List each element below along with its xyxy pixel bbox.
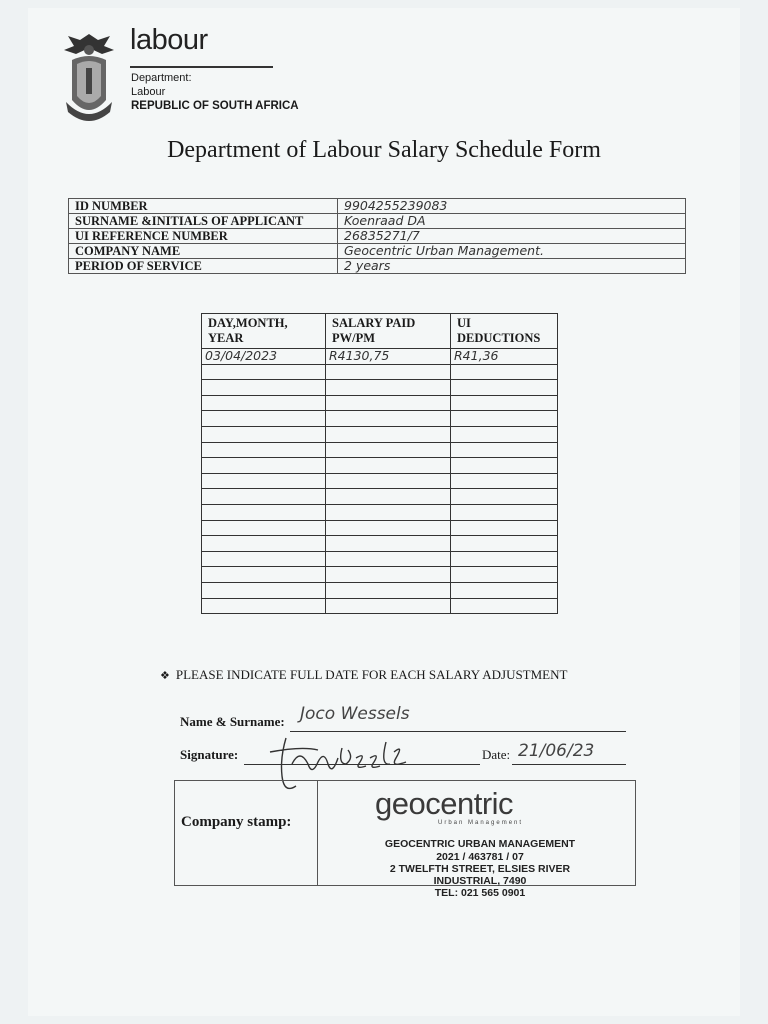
salary-cell-ui[interactable] (451, 551, 558, 567)
salary-cell-date[interactable]: 03/04/2023 (202, 349, 326, 365)
salary-cell-ui[interactable] (451, 395, 558, 411)
salary-cell-ui[interactable] (451, 473, 558, 489)
header-salary: SALARY PAID PW/PM (326, 314, 451, 349)
salary-cell-salary[interactable] (326, 582, 451, 598)
applicant-field-value[interactable]: Geocentric Urban Management. (338, 244, 686, 259)
salary-cell-ui[interactable] (451, 426, 558, 442)
salary-cell-ui[interactable] (451, 458, 558, 474)
date-value: 21/06/23 (518, 741, 595, 761)
salary-row (202, 582, 558, 598)
salary-cell-date[interactable] (202, 380, 326, 396)
salary-row (202, 380, 558, 396)
salary-cell-date[interactable] (202, 489, 326, 505)
salary-cell-salary[interactable] (326, 520, 451, 536)
labour-brand: labour (130, 24, 208, 56)
applicant-field-label: UI REFERENCE NUMBER (69, 229, 338, 244)
applicant-field-value[interactable]: 26835271/7 (338, 229, 686, 244)
salary-cell-salary[interactable] (326, 364, 451, 380)
signature-label: Signature: (180, 747, 239, 762)
department-name: Labour (131, 86, 166, 98)
salary-row (202, 489, 558, 505)
salary-row (202, 536, 558, 552)
name-value: Joco Wessels (300, 704, 410, 724)
salary-row (202, 442, 558, 458)
salary-cell-date[interactable] (202, 504, 326, 520)
applicant-info-row (69, 199, 686, 214)
coat-of-arms-icon (60, 30, 118, 122)
department-label: Department: (131, 72, 192, 84)
applicant-field-label: ID NUMBER (69, 199, 338, 214)
salary-cell-ui[interactable] (451, 520, 558, 536)
salary-cell-salary[interactable] (326, 567, 451, 583)
stamp-area: INDUSTRIAL, 7490 (433, 875, 527, 887)
stamp-divider (317, 780, 318, 885)
salary-cell-salary[interactable] (326, 411, 451, 427)
salary-cell-ui[interactable] (451, 411, 558, 427)
salary-cell-salary[interactable] (326, 473, 451, 489)
salary-cell-ui[interactable] (451, 598, 558, 614)
geocentric-logo-subtitle: Urban Management (438, 820, 524, 826)
salary-cell-ui[interactable] (451, 582, 558, 598)
salary-row (202, 567, 558, 583)
salary-row (202, 504, 558, 520)
applicant-info-table (68, 198, 686, 274)
salary-cell-ui[interactable] (451, 504, 558, 520)
applicant-info-row (69, 229, 686, 244)
salary-row (202, 458, 558, 474)
salary-cell-salary[interactable] (326, 551, 451, 567)
date-label: Date: (482, 747, 511, 762)
salary-cell-date[interactable] (202, 536, 326, 552)
salary-schedule-table (201, 313, 558, 614)
applicant-info-row (69, 214, 686, 229)
applicant-field-label: COMPANY NAME (69, 244, 338, 259)
salary-row (202, 426, 558, 442)
applicant-info-row (69, 259, 686, 274)
salary-cell-ui[interactable] (451, 380, 558, 396)
salary-cell-date[interactable] (202, 551, 326, 567)
salary-cell-date[interactable] (202, 426, 326, 442)
form-title: Department of Labour Salary Schedule Form (167, 137, 601, 163)
salary-row (202, 551, 558, 567)
company-stamp-label: Company stamp: (181, 814, 292, 830)
salary-cell-salary[interactable] (326, 442, 451, 458)
applicant-info-row (69, 244, 686, 259)
salary-row (202, 411, 558, 427)
salary-cell-date[interactable] (202, 458, 326, 474)
salary-cell-ui[interactable] (451, 364, 558, 380)
salary-cell-salary[interactable] (326, 489, 451, 505)
salary-cell-salary[interactable] (326, 458, 451, 474)
applicant-field-value[interactable]: 9904255239083 (338, 199, 686, 214)
salary-row (202, 520, 558, 536)
salary-cell-salary[interactable] (326, 380, 451, 396)
salary-cell-date[interactable] (202, 473, 326, 489)
salary-cell-salary[interactable] (326, 426, 451, 442)
salary-cell-ui[interactable]: R41,36 (451, 349, 558, 365)
bullet-icon: ❖ (160, 669, 170, 682)
salary-cell-salary[interactable] (326, 395, 451, 411)
applicant-field-label: PERIOD OF SERVICE (69, 259, 338, 274)
geocentric-logo: geocentric (375, 786, 514, 821)
salary-row (202, 395, 558, 411)
salary-row (202, 349, 558, 365)
salary-cell-salary[interactable]: R4130,75 (326, 349, 451, 365)
brand-divider (130, 66, 273, 68)
salary-cell-date[interactable] (202, 411, 326, 427)
salary-cell-date[interactable] (202, 567, 326, 583)
name-label: Name & Surname: (180, 714, 285, 729)
date-field[interactable] (512, 764, 626, 765)
country-name: REPUBLIC OF SOUTH AFRICA (131, 100, 299, 112)
applicant-field-label: SURNAME &INITIALS OF APPLICANT (69, 214, 338, 229)
salary-cell-date[interactable] (202, 395, 326, 411)
stamp-registration: 2021 / 463781 / 07 (436, 851, 524, 863)
salary-cell-ui[interactable] (451, 567, 558, 583)
salary-row (202, 598, 558, 614)
salary-row (202, 364, 558, 380)
header-ui-deductions: UI DEDUCTIONS (451, 314, 558, 349)
salary-cell-date[interactable] (202, 598, 326, 614)
header-date: DAY,MONTH, YEAR (202, 314, 326, 349)
applicant-field-value[interactable]: Koenraad DA (338, 214, 686, 229)
salary-cell-salary[interactable] (326, 504, 451, 520)
salary-cell-ui[interactable] (451, 536, 558, 552)
salary-row (202, 473, 558, 489)
salary-adjustment-note: ❖ PLEASE INDICATE FULL DATE FOR EACH SALARY ADJUSTMENT (160, 667, 568, 682)
salary-cell-date[interactable] (202, 442, 326, 458)
stamp-address: 2 TWELFTH STREET, ELSIES RIVER (389, 863, 571, 875)
salary-cell-ui[interactable] (451, 442, 558, 458)
applicant-field-value[interactable]: 2 years (338, 259, 686, 274)
salary-cell-salary[interactable] (326, 598, 451, 614)
salary-cell-date[interactable] (202, 364, 326, 380)
salary-cell-date[interactable] (202, 582, 326, 598)
salary-cell-salary[interactable] (326, 536, 451, 552)
salary-cell-ui[interactable] (451, 489, 558, 505)
salary-cell-date[interactable] (202, 520, 326, 536)
stamp-company-name: GEOCENTRIC URBAN MANAGEMENT (384, 838, 576, 850)
stamp-telephone: TEL: 021 565 0901 (434, 887, 526, 899)
